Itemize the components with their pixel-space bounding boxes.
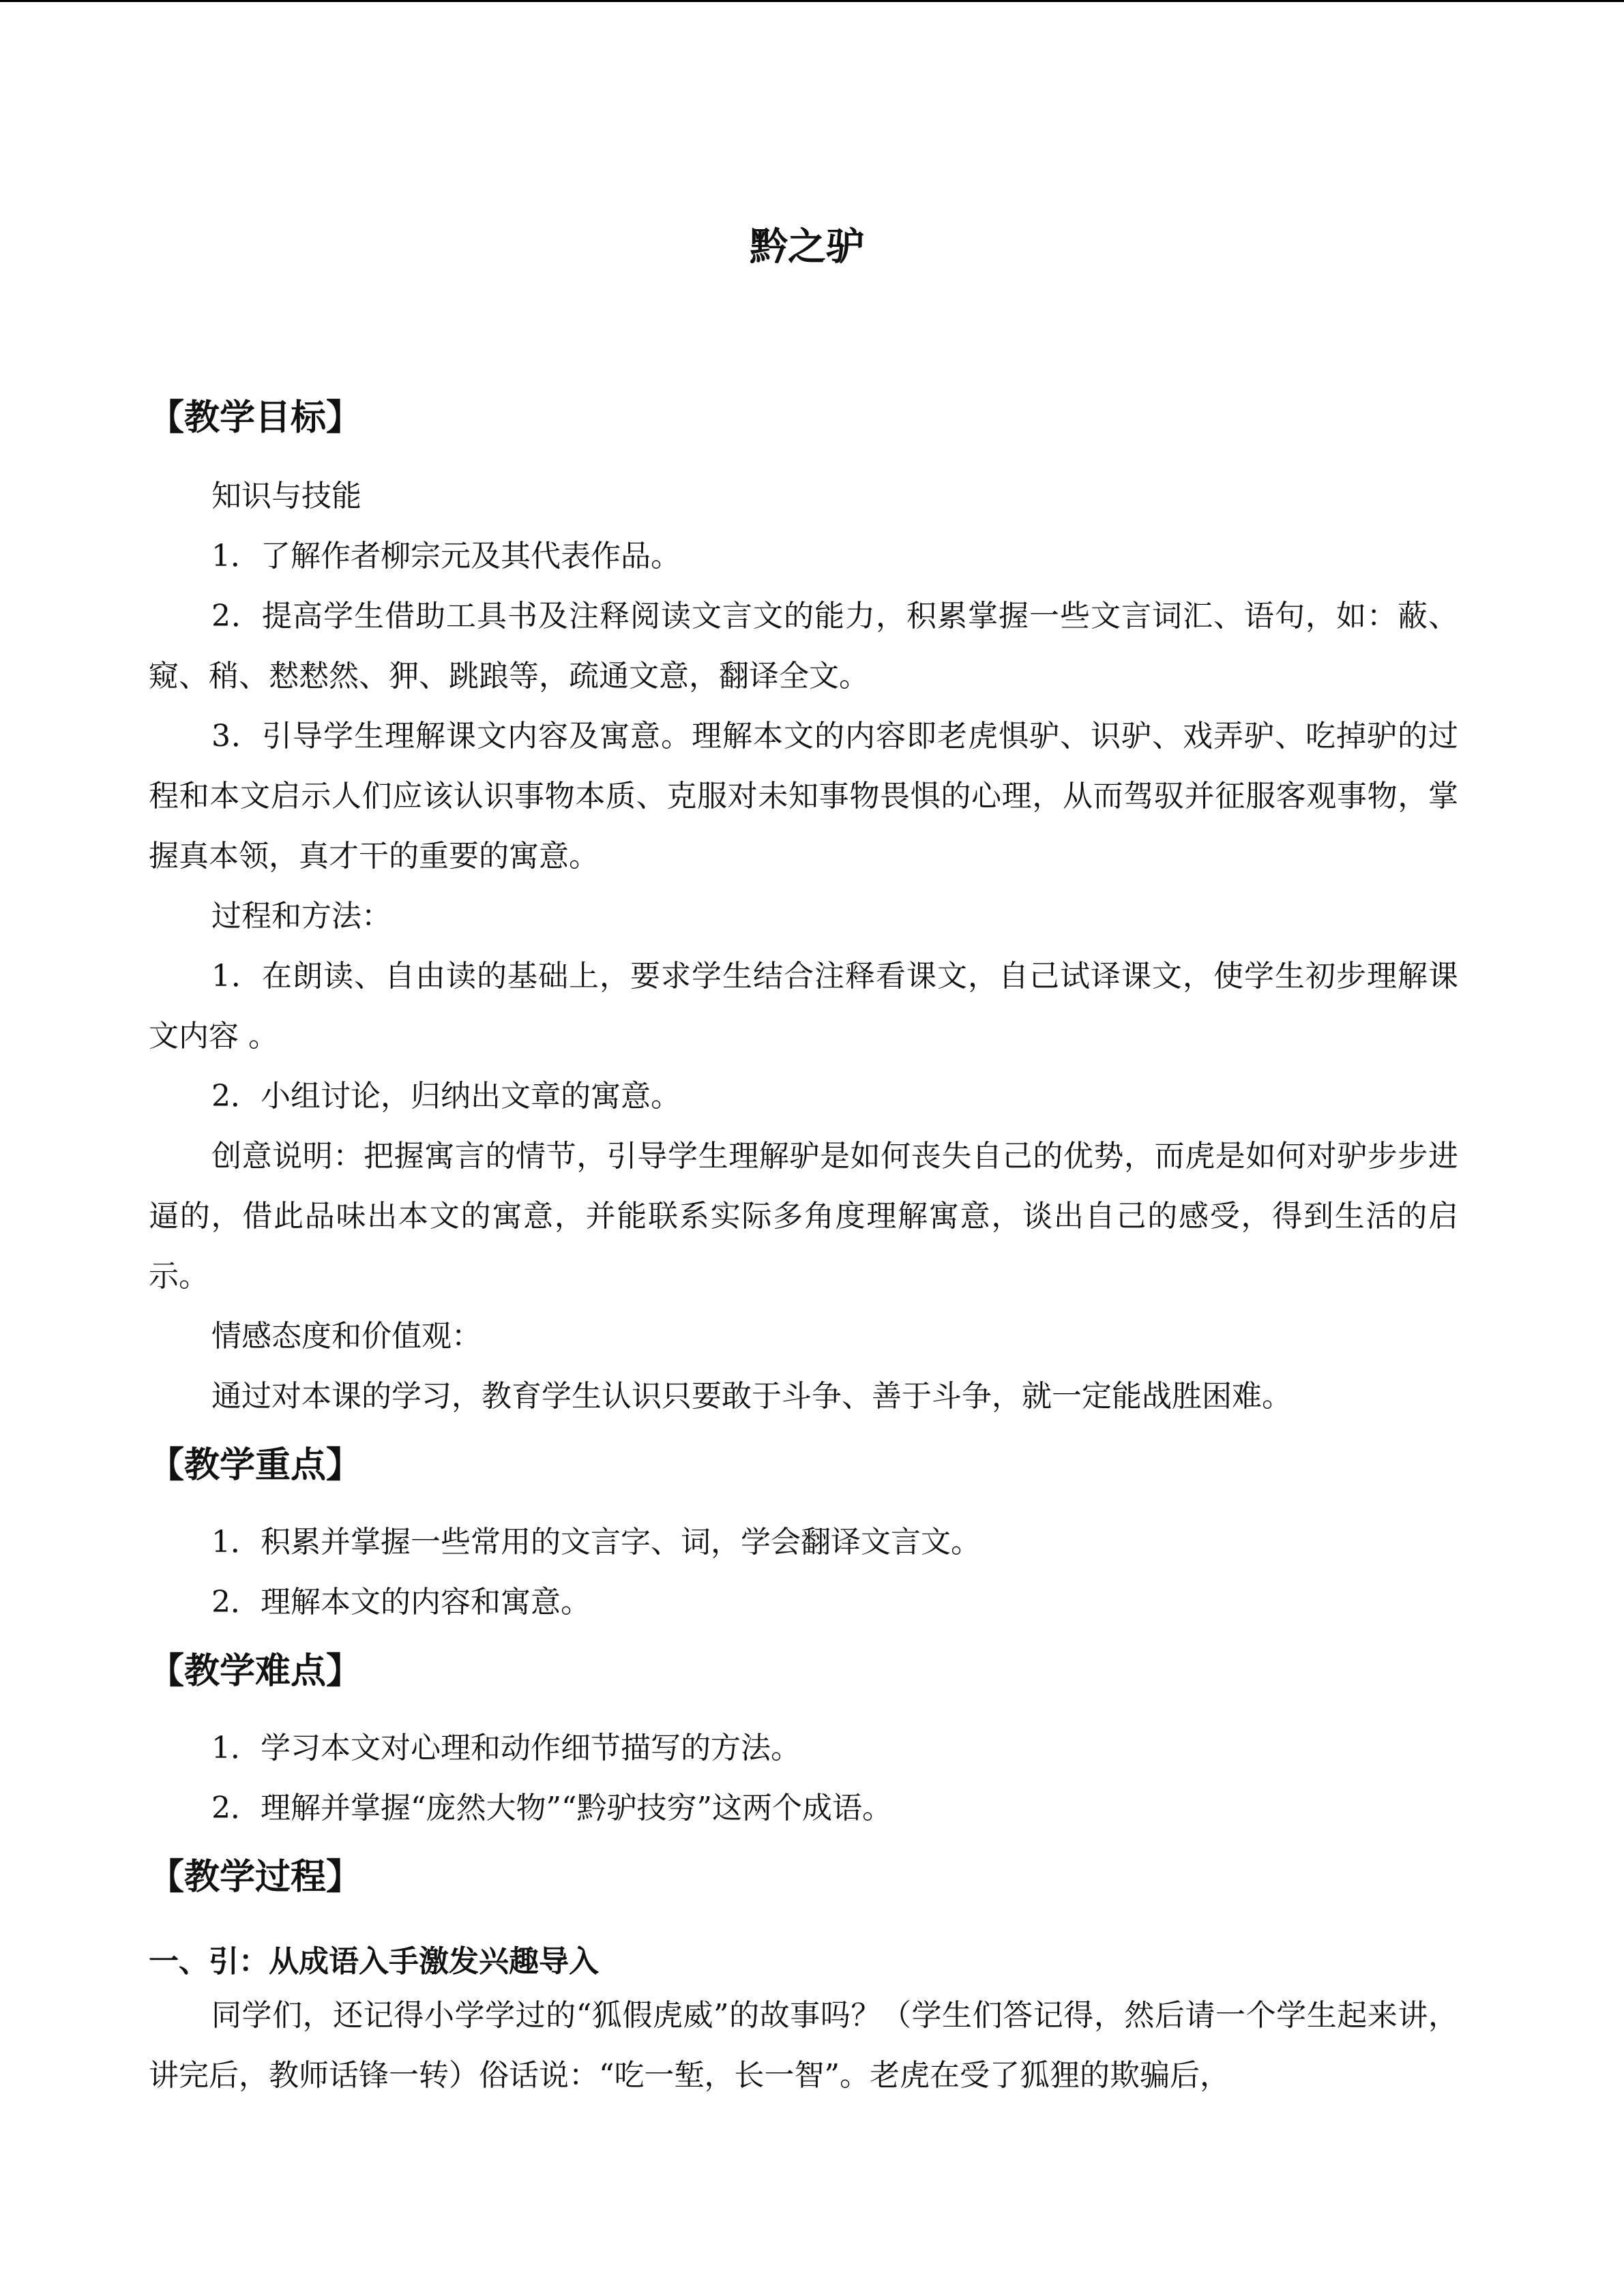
section-heading-difficulties: 【教学难点】: [149, 1651, 362, 1692]
label-knowledge-skills: 知识与技能: [211, 479, 361, 513]
section-heading-key-points: 【教学重点】: [149, 1445, 362, 1486]
goal-item-1: 1．了解作者柳宗元及其代表作品。: [211, 539, 681, 573]
key-point-item-2: 2．理解本文的内容和寓意。: [211, 1585, 591, 1620]
difficulty-item-2: 2．理解并掌握“庞然大物”“黔驴技穷”这两个成语。: [211, 1791, 892, 1825]
creative-note: 创意说明：把握寓言的情节，引导学生理解驴是如何丧失自己的优势，而虎是如何对驴步步进逼的，借此品味出本文的寓意，并能联系实际多角度理解寓意，谈出自己的感受，得到生活的启示。: [149, 1139, 1458, 1294]
key-point-item-1: 1．积累并掌握一些常用的文言字、词，学会翻译文言文。: [211, 1525, 981, 1560]
section-heading-goals: 【教学目标】: [149, 398, 362, 438]
step1-heading: 一、引：从成语入手激发兴趣导入: [149, 1944, 599, 1979]
section-heading-process: 【教学过程】: [149, 1857, 362, 1898]
goal-item-3: 3．引导学生理解课文内容及寓意。理解本文的内容即老虎惧驴、识驴、戏弄驴、吃掉驴的过程和本文启示人们应该认识事物本质、克服对未知事物畏惧的心理，从而驾驭并征服客观事物，掌握真本领，真才干的重要的寓意。: [149, 719, 1458, 874]
label-process-method: 过程和方法：: [211, 899, 392, 934]
goal-item-2: 2．提高学生借助工具书及注释阅读文言文的能力，积累掌握一些文言词汇、语句，如：蔽、窥、稍、慭慭然、狎、跳踉等，疏通文意，翻译全文。: [149, 599, 1458, 694]
step1-text: 同学们，还记得小学学过的“狐假虎威”的故事吗？（学生们答记得，然后请一个学生起来讲，讲完后，教师话锋一转）俗话说：“吃一堑，长一智”。老虎在受了狐狸的欺骗后，: [149, 1998, 1458, 2093]
page-title: 黔之驴: [750, 225, 864, 269]
process-item-2: 2．小组讨论，归纳出文章的寓意。: [211, 1079, 681, 1114]
process-item-1: 1．在朗读、自由读的基础上，要求学生结合注释看课文，自己试译课文，使学生初步理解课文内容 。: [149, 959, 1458, 1054]
label-emotion-values: 情感态度和价值观：: [211, 1319, 482, 1354]
emotion-text: 通过对本课的学习，教育学生认识只要敢于斗争、善于斗争，就一定能战胜困难。: [211, 1379, 1292, 1414]
top-border-line: [0, 0, 1624, 2]
difficulty-item-1: 1．学习本文对心理和动作细节描写的方法。: [211, 1731, 801, 1765]
